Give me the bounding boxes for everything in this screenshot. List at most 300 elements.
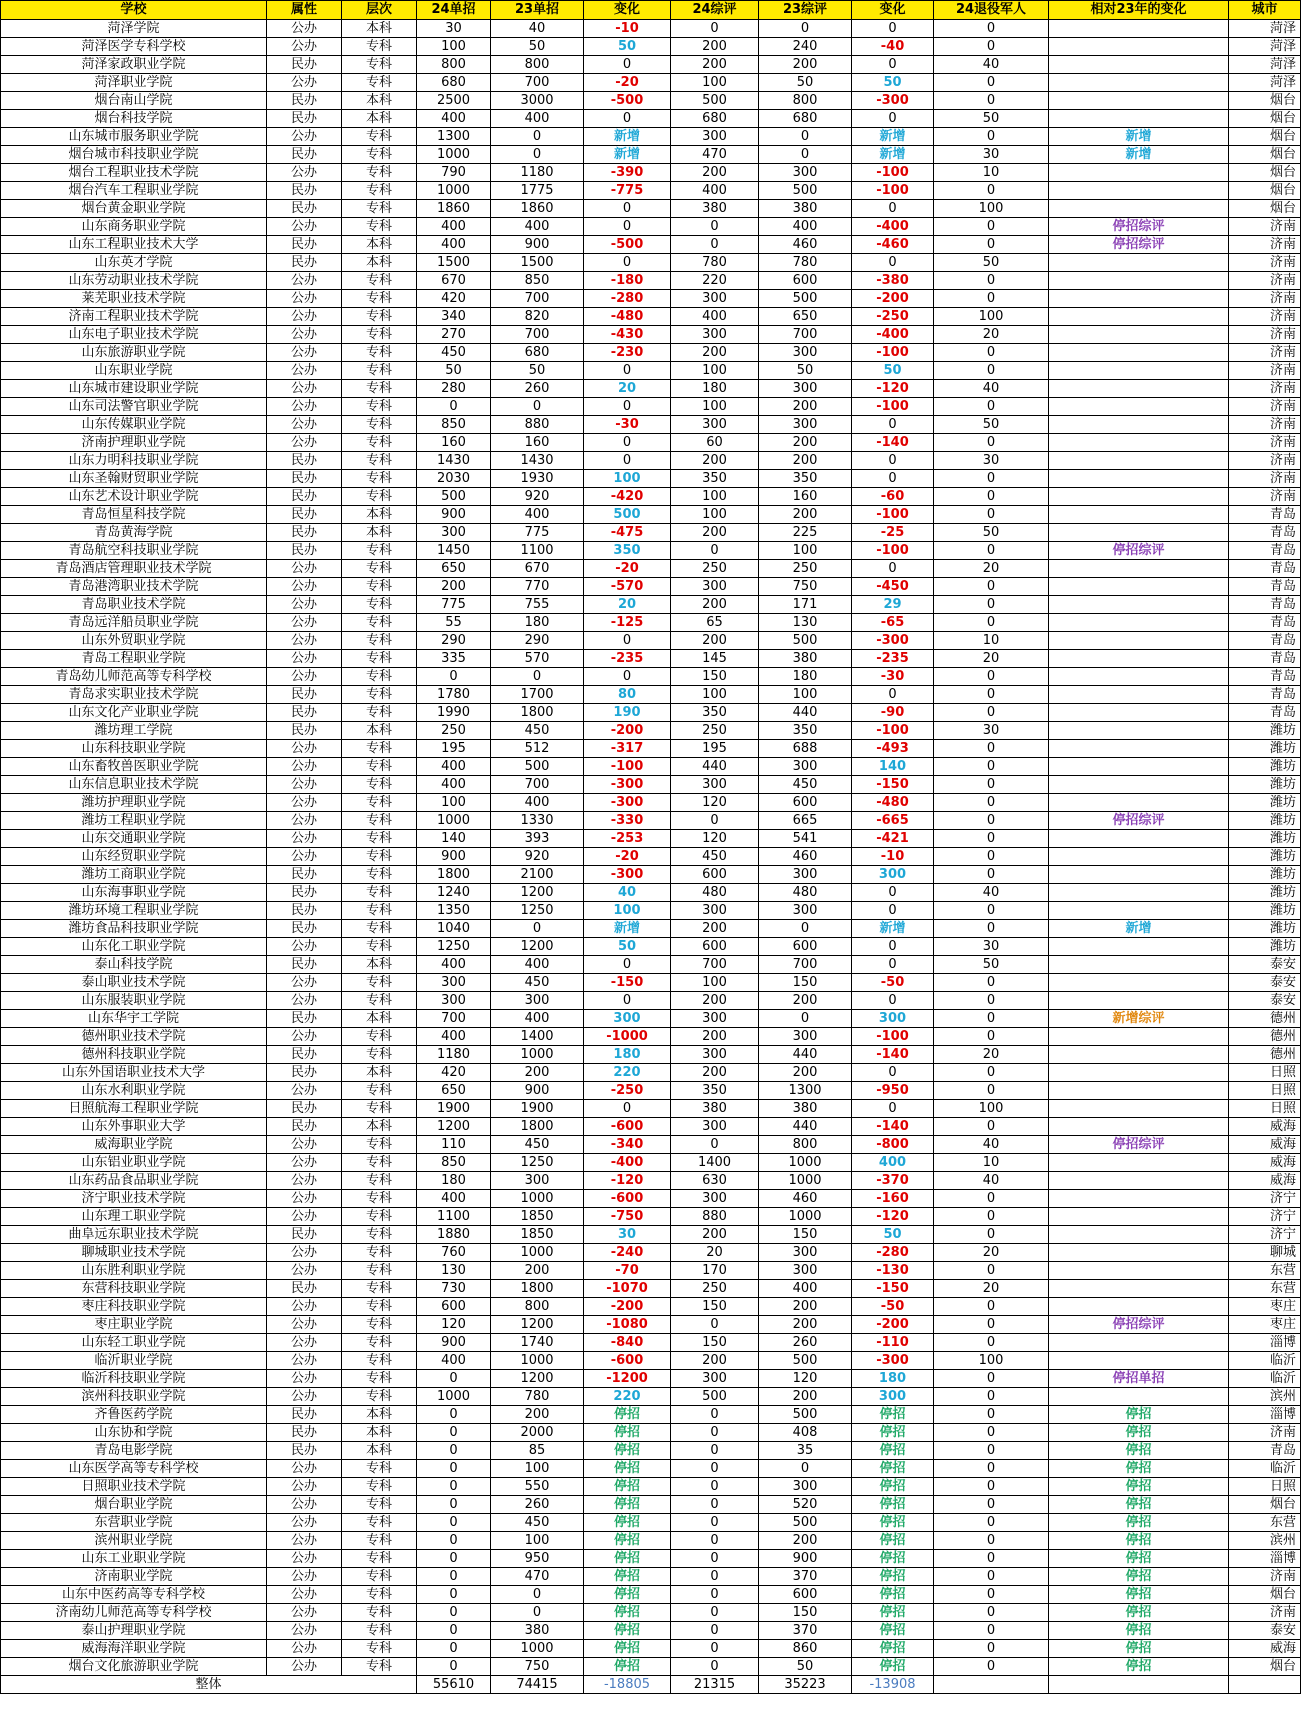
change-note-cell: 停招综评 bbox=[1049, 236, 1229, 254]
single-24-cell: 500 bbox=[417, 488, 491, 506]
single-24-cell: 195 bbox=[417, 740, 491, 758]
single-23-cell: 1180 bbox=[491, 164, 584, 182]
change-note-cell bbox=[1049, 1208, 1229, 1226]
single-23-cell: 400 bbox=[491, 110, 584, 128]
city-cell: 日照 bbox=[1229, 1082, 1301, 1100]
table-row bbox=[1, 1190, 1301, 1208]
eval-24-cell: 150 bbox=[671, 668, 759, 686]
eval-change-cell: -100 bbox=[852, 506, 934, 524]
change-note-cell bbox=[1049, 1226, 1229, 1244]
change-note-cell: 停招 bbox=[1049, 1586, 1229, 1604]
single-24-cell: 1800 bbox=[417, 866, 491, 884]
eval-change-cell: 停招 bbox=[852, 1640, 934, 1658]
city-cell: 烟台 bbox=[1229, 1658, 1301, 1676]
change-note-cell: 停招 bbox=[1049, 1532, 1229, 1550]
level-cell: 专科 bbox=[342, 308, 417, 326]
eval-24-cell: 100 bbox=[671, 362, 759, 380]
eval-change-cell: 300 bbox=[852, 1010, 934, 1028]
change-note-cell bbox=[1049, 326, 1229, 344]
eval-change-cell: -140 bbox=[852, 434, 934, 452]
ownership-cell: 公办 bbox=[267, 164, 342, 182]
veterans-24-cell: 0 bbox=[934, 812, 1049, 830]
school-name-cell: 枣庄科技职业学院 bbox=[1, 1298, 267, 1316]
school-name-cell: 山东艺术设计职业学院 bbox=[1, 488, 267, 506]
city-cell: 日照 bbox=[1229, 1478, 1301, 1496]
school-name-cell: 烟台南山学院 bbox=[1, 92, 267, 110]
single-23-cell: 1000 bbox=[491, 1190, 584, 1208]
single-23-cell: 1740 bbox=[491, 1334, 584, 1352]
change-note-cell: 停招 bbox=[1049, 1442, 1229, 1460]
veterans-24-cell: 30 bbox=[934, 938, 1049, 956]
table-row bbox=[1, 830, 1301, 848]
single-change-cell: -1070 bbox=[584, 1280, 671, 1298]
change-note-cell bbox=[1049, 290, 1229, 308]
city-cell: 德州 bbox=[1229, 1046, 1301, 1064]
change-note-cell: 停招 bbox=[1049, 1622, 1229, 1640]
change-note-cell: 停招 bbox=[1049, 1658, 1229, 1676]
veterans-24-cell: 100 bbox=[934, 200, 1049, 218]
city-cell: 威海 bbox=[1229, 1640, 1301, 1658]
single-24-cell: 600 bbox=[417, 1298, 491, 1316]
eval-23-cell: 0 bbox=[759, 1010, 852, 1028]
veterans-24-cell: 20 bbox=[934, 650, 1049, 668]
eval-24-cell: 0 bbox=[671, 1658, 759, 1676]
level-cell: 专科 bbox=[342, 1604, 417, 1622]
eval-change-cell: 停招 bbox=[852, 1460, 934, 1478]
city-cell: 潍坊 bbox=[1229, 830, 1301, 848]
ownership-cell: 公办 bbox=[267, 578, 342, 596]
veterans-24-cell: 0 bbox=[934, 1460, 1049, 1478]
single-change-cell: 0 bbox=[584, 434, 671, 452]
level-cell: 专科 bbox=[342, 1586, 417, 1604]
school-name-cell: 山东劳动职业技术学院 bbox=[1, 272, 267, 290]
level-cell: 本科 bbox=[342, 1406, 417, 1424]
eval-change-cell: -60 bbox=[852, 488, 934, 506]
change-note-cell bbox=[1049, 776, 1229, 794]
change-note-cell bbox=[1049, 1388, 1229, 1406]
eval-24-cell: 195 bbox=[671, 740, 759, 758]
school-name-cell: 德州职业技术学院 bbox=[1, 1028, 267, 1046]
eval-23-cell: 1300 bbox=[759, 1082, 852, 1100]
single-23-cell: 700 bbox=[491, 776, 584, 794]
table-row bbox=[1, 362, 1301, 380]
level-cell: 本科 bbox=[342, 1064, 417, 1082]
eval-24-cell: 300 bbox=[671, 776, 759, 794]
single-change-cell: 停招 bbox=[584, 1586, 671, 1604]
eval-23-cell: 200 bbox=[759, 452, 852, 470]
eval-24-cell: 0 bbox=[671, 1442, 759, 1460]
eval-change-cell: -120 bbox=[852, 380, 934, 398]
school-name-cell: 泰山科技学院 bbox=[1, 956, 267, 974]
veterans-24-cell: 0 bbox=[934, 668, 1049, 686]
eval-change-cell: 停招 bbox=[852, 1478, 934, 1496]
level-cell: 专科 bbox=[342, 1370, 417, 1388]
ownership-cell: 民办 bbox=[267, 866, 342, 884]
single-23-cell: 1000 bbox=[491, 1046, 584, 1064]
eval-change-cell: 停招 bbox=[852, 1532, 934, 1550]
table-row bbox=[1, 1658, 1301, 1676]
veterans-24-cell: 20 bbox=[934, 326, 1049, 344]
single-24-cell: 0 bbox=[417, 1514, 491, 1532]
city-cell: 济南 bbox=[1229, 416, 1301, 434]
ownership-cell: 公办 bbox=[267, 38, 342, 56]
single-24-cell: 1000 bbox=[417, 182, 491, 200]
change-note-cell bbox=[1049, 704, 1229, 722]
eval-24-cell: 200 bbox=[671, 1028, 759, 1046]
single-24-cell: 250 bbox=[417, 722, 491, 740]
school-name-cell: 潍坊理工学院 bbox=[1, 722, 267, 740]
table-row bbox=[1, 254, 1301, 272]
table-row bbox=[1, 1226, 1301, 1244]
veterans-24-cell: 0 bbox=[934, 398, 1049, 416]
single-change-cell: 停招 bbox=[584, 1424, 671, 1442]
single-change-cell: 220 bbox=[584, 1388, 671, 1406]
table-row bbox=[1, 20, 1301, 38]
col-23-eval-header: 23综评 bbox=[759, 1, 852, 20]
eval-23-cell: 440 bbox=[759, 1046, 852, 1064]
eval-24-cell: 400 bbox=[671, 182, 759, 200]
eval-23-cell: 200 bbox=[759, 1064, 852, 1082]
eval-24-cell: 880 bbox=[671, 1208, 759, 1226]
eval-change-cell: 停招 bbox=[852, 1442, 934, 1460]
eval-24-cell: 300 bbox=[671, 1370, 759, 1388]
ownership-cell: 公办 bbox=[267, 20, 342, 38]
school-name-cell: 烟台工程职业技术学院 bbox=[1, 164, 267, 182]
table-row bbox=[1, 290, 1301, 308]
school-name-cell: 青岛幼儿师范高等专科学校 bbox=[1, 668, 267, 686]
eval-24-cell: 0 bbox=[671, 218, 759, 236]
ownership-cell: 民办 bbox=[267, 470, 342, 488]
level-cell: 专科 bbox=[342, 38, 417, 56]
school-name-cell: 山东畜牧兽医职业学院 bbox=[1, 758, 267, 776]
veterans-24-cell: 0 bbox=[934, 866, 1049, 884]
table-row bbox=[1, 1208, 1301, 1226]
table-row bbox=[1, 1460, 1301, 1478]
eval-23-cell: 300 bbox=[759, 1478, 852, 1496]
change-note-cell: 停招综评 bbox=[1049, 1136, 1229, 1154]
single-24-cell: 0 bbox=[417, 1478, 491, 1496]
single-23-cell: 1250 bbox=[491, 1154, 584, 1172]
eval-change-cell: 0 bbox=[852, 884, 934, 902]
single-change-cell: 220 bbox=[584, 1064, 671, 1082]
eval-24-cell: 300 bbox=[671, 1010, 759, 1028]
eval-23-cell: 300 bbox=[759, 380, 852, 398]
single-23-cell: 1800 bbox=[491, 1280, 584, 1298]
single-change-cell: 停招 bbox=[584, 1622, 671, 1640]
single-23-cell: 700 bbox=[491, 290, 584, 308]
eval-23-cell: 100 bbox=[759, 686, 852, 704]
eval-23-cell: 380 bbox=[759, 650, 852, 668]
level-cell: 专科 bbox=[342, 614, 417, 632]
eval-24-cell: 350 bbox=[671, 1082, 759, 1100]
ownership-cell: 公办 bbox=[267, 830, 342, 848]
single-24-cell: 0 bbox=[417, 1604, 491, 1622]
school-name-cell: 山东交通职业学院 bbox=[1, 830, 267, 848]
single-23-cell: 300 bbox=[491, 992, 584, 1010]
eval-23-cell: 300 bbox=[759, 344, 852, 362]
eval-23-cell: 100 bbox=[759, 542, 852, 560]
veterans-24-cell: 0 bbox=[934, 362, 1049, 380]
single-24-cell: 120 bbox=[417, 1316, 491, 1334]
school-name-cell: 临沂职业学院 bbox=[1, 1352, 267, 1370]
change-note-cell bbox=[1049, 20, 1229, 38]
change-note-cell: 新增 bbox=[1049, 128, 1229, 146]
eval-23-cell: 350 bbox=[759, 470, 852, 488]
table-row bbox=[1, 344, 1301, 362]
level-cell: 专科 bbox=[342, 1352, 417, 1370]
single-23-cell: 85 bbox=[491, 1442, 584, 1460]
single-change-cell: -280 bbox=[584, 290, 671, 308]
eval-24-cell: 600 bbox=[671, 866, 759, 884]
single-23-cell: 670 bbox=[491, 560, 584, 578]
table-row bbox=[1, 1118, 1301, 1136]
eval-change-cell: -800 bbox=[852, 1136, 934, 1154]
city-cell: 威海 bbox=[1229, 1172, 1301, 1190]
single-24-cell: 280 bbox=[417, 380, 491, 398]
school-name-cell: 烟台城市科技职业学院 bbox=[1, 146, 267, 164]
single-change-cell: 50 bbox=[584, 938, 671, 956]
change-note-cell bbox=[1049, 668, 1229, 686]
veterans-24-cell: 0 bbox=[934, 1424, 1049, 1442]
single-24-cell: 900 bbox=[417, 506, 491, 524]
single-23-cell: 920 bbox=[491, 848, 584, 866]
ownership-cell: 公办 bbox=[267, 1604, 342, 1622]
school-name-cell: 滨州科技职业学院 bbox=[1, 1388, 267, 1406]
city-cell: 东营 bbox=[1229, 1262, 1301, 1280]
change-note-cell bbox=[1049, 1118, 1229, 1136]
city-cell: 济南 bbox=[1229, 398, 1301, 416]
change-note-cell bbox=[1049, 1046, 1229, 1064]
eval-24-cell: 250 bbox=[671, 560, 759, 578]
city-cell: 烟台 bbox=[1229, 146, 1301, 164]
eval-change-cell: -665 bbox=[852, 812, 934, 830]
table-row bbox=[1, 1352, 1301, 1370]
single-change-cell: -10 bbox=[584, 20, 671, 38]
col-24-veterans-header: 24退役军人 bbox=[934, 1, 1049, 20]
eval-change-cell: 180 bbox=[852, 1370, 934, 1388]
single-24-cell: 400 bbox=[417, 758, 491, 776]
ownership-cell: 民办 bbox=[267, 1424, 342, 1442]
school-name-cell: 山东协和学院 bbox=[1, 1424, 267, 1442]
single-23-cell: 1700 bbox=[491, 686, 584, 704]
change-note-cell bbox=[1049, 416, 1229, 434]
level-cell: 专科 bbox=[342, 1550, 417, 1568]
ownership-cell: 民办 bbox=[267, 884, 342, 902]
single-24-cell: 650 bbox=[417, 1082, 491, 1100]
eval-change-cell: -25 bbox=[852, 524, 934, 542]
change-note-cell bbox=[1049, 506, 1229, 524]
veterans-24-cell: 0 bbox=[934, 1028, 1049, 1046]
single-23-cell: 1200 bbox=[491, 1316, 584, 1334]
school-name-cell: 临沂科技职业学院 bbox=[1, 1370, 267, 1388]
eval-change-cell: -400 bbox=[852, 218, 934, 236]
level-cell: 专科 bbox=[342, 380, 417, 398]
single-24-cell: 760 bbox=[417, 1244, 491, 1262]
single-23-cell: 1800 bbox=[491, 1118, 584, 1136]
school-name-cell: 山东服装职业学院 bbox=[1, 992, 267, 1010]
ownership-cell: 民办 bbox=[267, 524, 342, 542]
table-row bbox=[1, 1370, 1301, 1388]
eval-23-cell: 500 bbox=[759, 290, 852, 308]
single-24-cell: 420 bbox=[417, 290, 491, 308]
single-change-cell: 停招 bbox=[584, 1640, 671, 1658]
eval-23-cell: 500 bbox=[759, 1406, 852, 1424]
eval-change-cell: 0 bbox=[852, 452, 934, 470]
city-cell: 济南 bbox=[1229, 1604, 1301, 1622]
level-cell: 专科 bbox=[342, 740, 417, 758]
eval-24-cell: 250 bbox=[671, 1280, 759, 1298]
level-cell: 专科 bbox=[342, 1622, 417, 1640]
change-note-cell bbox=[1049, 578, 1229, 596]
eval-23-cell: 1000 bbox=[759, 1172, 852, 1190]
eval-change-cell: -140 bbox=[852, 1046, 934, 1064]
level-cell: 专科 bbox=[342, 1082, 417, 1100]
level-cell: 本科 bbox=[342, 20, 417, 38]
change-note-cell: 停招单招 bbox=[1049, 1370, 1229, 1388]
level-cell: 本科 bbox=[342, 1442, 417, 1460]
ownership-cell: 公办 bbox=[267, 1082, 342, 1100]
eval-24-cell: 470 bbox=[671, 146, 759, 164]
veterans-24-cell: 0 bbox=[934, 272, 1049, 290]
city-cell: 淄博 bbox=[1229, 1334, 1301, 1352]
city-cell: 烟台 bbox=[1229, 1496, 1301, 1514]
level-cell: 本科 bbox=[342, 956, 417, 974]
school-name-cell: 山东职业学院 bbox=[1, 362, 267, 380]
veterans-24-cell: 0 bbox=[934, 182, 1049, 200]
school-name-cell: 山东信息职业技术学院 bbox=[1, 776, 267, 794]
level-cell: 本科 bbox=[342, 236, 417, 254]
single-24-cell: 800 bbox=[417, 56, 491, 74]
eval-24-cell: 200 bbox=[671, 164, 759, 182]
school-name-cell: 济南职业学院 bbox=[1, 1568, 267, 1586]
veterans-24-cell: 50 bbox=[934, 110, 1049, 128]
single-23-cell: 1850 bbox=[491, 1208, 584, 1226]
single-change-cell: -500 bbox=[584, 92, 671, 110]
ownership-cell: 民办 bbox=[267, 902, 342, 920]
school-name-cell: 烟台汽车工程职业学院 bbox=[1, 182, 267, 200]
change-note-cell bbox=[1049, 1352, 1229, 1370]
city-cell: 青岛 bbox=[1229, 506, 1301, 524]
change-note-cell bbox=[1049, 380, 1229, 398]
single-23-cell: 0 bbox=[491, 1604, 584, 1622]
eval-23-cell: 500 bbox=[759, 182, 852, 200]
city-cell: 东营 bbox=[1229, 1280, 1301, 1298]
veterans-24-cell: 0 bbox=[934, 218, 1049, 236]
eval-change-cell: -90 bbox=[852, 704, 934, 722]
table-row bbox=[1, 650, 1301, 668]
city-cell: 潍坊 bbox=[1229, 794, 1301, 812]
table-row bbox=[1, 740, 1301, 758]
single-23-cell: 512 bbox=[491, 740, 584, 758]
single-change-cell: 50 bbox=[584, 38, 671, 56]
city-cell: 泰安 bbox=[1229, 992, 1301, 1010]
total-24-eval: 21315 bbox=[671, 1676, 759, 1694]
school-name-cell: 烟台文化旅游职业学院 bbox=[1, 1658, 267, 1676]
single-24-cell: 900 bbox=[417, 848, 491, 866]
eval-23-cell: 400 bbox=[759, 218, 852, 236]
school-name-cell: 济宁职业技术学院 bbox=[1, 1190, 267, 1208]
level-cell: 本科 bbox=[342, 524, 417, 542]
eval-23-cell: 300 bbox=[759, 416, 852, 434]
veterans-24-cell: 0 bbox=[934, 506, 1049, 524]
eval-change-cell: 29 bbox=[852, 596, 934, 614]
ownership-cell: 公办 bbox=[267, 1496, 342, 1514]
veterans-24-cell: 0 bbox=[934, 1298, 1049, 1316]
table-row bbox=[1, 542, 1301, 560]
single-change-cell: -253 bbox=[584, 830, 671, 848]
eval-change-cell: 停招 bbox=[852, 1424, 934, 1442]
single-23-cell: 40 bbox=[491, 20, 584, 38]
level-cell: 专科 bbox=[342, 578, 417, 596]
single-23-cell: 1500 bbox=[491, 254, 584, 272]
eval-24-cell: 0 bbox=[671, 1604, 759, 1622]
school-name-cell: 山东轻工职业学院 bbox=[1, 1334, 267, 1352]
single-change-cell: 停招 bbox=[584, 1460, 671, 1478]
ownership-cell: 公办 bbox=[267, 776, 342, 794]
eval-change-cell: -65 bbox=[852, 614, 934, 632]
city-cell: 潍坊 bbox=[1229, 740, 1301, 758]
school-name-cell: 青岛港湾职业技术学院 bbox=[1, 578, 267, 596]
single-24-cell: 2500 bbox=[417, 92, 491, 110]
eval-24-cell: 0 bbox=[671, 1406, 759, 1424]
table-row bbox=[1, 686, 1301, 704]
eval-24-cell: 200 bbox=[671, 452, 759, 470]
col-change-vs-23-header: 相对23年的变化 bbox=[1049, 1, 1229, 20]
change-note-cell bbox=[1049, 524, 1229, 542]
single-23-cell: 700 bbox=[491, 74, 584, 92]
single-23-cell: 900 bbox=[491, 1082, 584, 1100]
eval-change-cell: 0 bbox=[852, 416, 934, 434]
school-name-cell: 青岛黄海学院 bbox=[1, 524, 267, 542]
single-23-cell: 393 bbox=[491, 830, 584, 848]
table-row bbox=[1, 1010, 1301, 1028]
single-change-cell: -500 bbox=[584, 236, 671, 254]
single-24-cell: 0 bbox=[417, 1442, 491, 1460]
single-24-cell: 420 bbox=[417, 1064, 491, 1082]
ownership-cell: 公办 bbox=[267, 1244, 342, 1262]
ownership-cell: 民办 bbox=[267, 92, 342, 110]
eval-23-cell: 370 bbox=[759, 1568, 852, 1586]
single-23-cell: 1850 bbox=[491, 1226, 584, 1244]
single-24-cell: 0 bbox=[417, 1568, 491, 1586]
school-name-cell: 山东中医药高等专科学校 bbox=[1, 1586, 267, 1604]
single-change-cell: -1080 bbox=[584, 1316, 671, 1334]
ownership-cell: 公办 bbox=[267, 308, 342, 326]
single-23-cell: 1000 bbox=[491, 1244, 584, 1262]
table-row bbox=[1, 1586, 1301, 1604]
eval-change-cell: -110 bbox=[852, 1334, 934, 1352]
total-empty bbox=[1229, 1676, 1301, 1694]
single-23-cell: 700 bbox=[491, 326, 584, 344]
city-cell: 德州 bbox=[1229, 1010, 1301, 1028]
eval-23-cell: 440 bbox=[759, 704, 852, 722]
eval-change-cell: -50 bbox=[852, 974, 934, 992]
level-cell: 专科 bbox=[342, 1100, 417, 1118]
ownership-cell: 民办 bbox=[267, 722, 342, 740]
veterans-24-cell: 40 bbox=[934, 1136, 1049, 1154]
eval-23-cell: 300 bbox=[759, 866, 852, 884]
single-23-cell: 1330 bbox=[491, 812, 584, 830]
eval-23-cell: 225 bbox=[759, 524, 852, 542]
single-24-cell: 300 bbox=[417, 974, 491, 992]
veterans-24-cell: 0 bbox=[934, 1316, 1049, 1334]
eval-change-cell: 停招 bbox=[852, 1568, 934, 1586]
eval-24-cell: 450 bbox=[671, 848, 759, 866]
eval-23-cell: 200 bbox=[759, 1316, 852, 1334]
single-24-cell: 340 bbox=[417, 308, 491, 326]
single-23-cell: 400 bbox=[491, 956, 584, 974]
single-24-cell: 670 bbox=[417, 272, 491, 290]
